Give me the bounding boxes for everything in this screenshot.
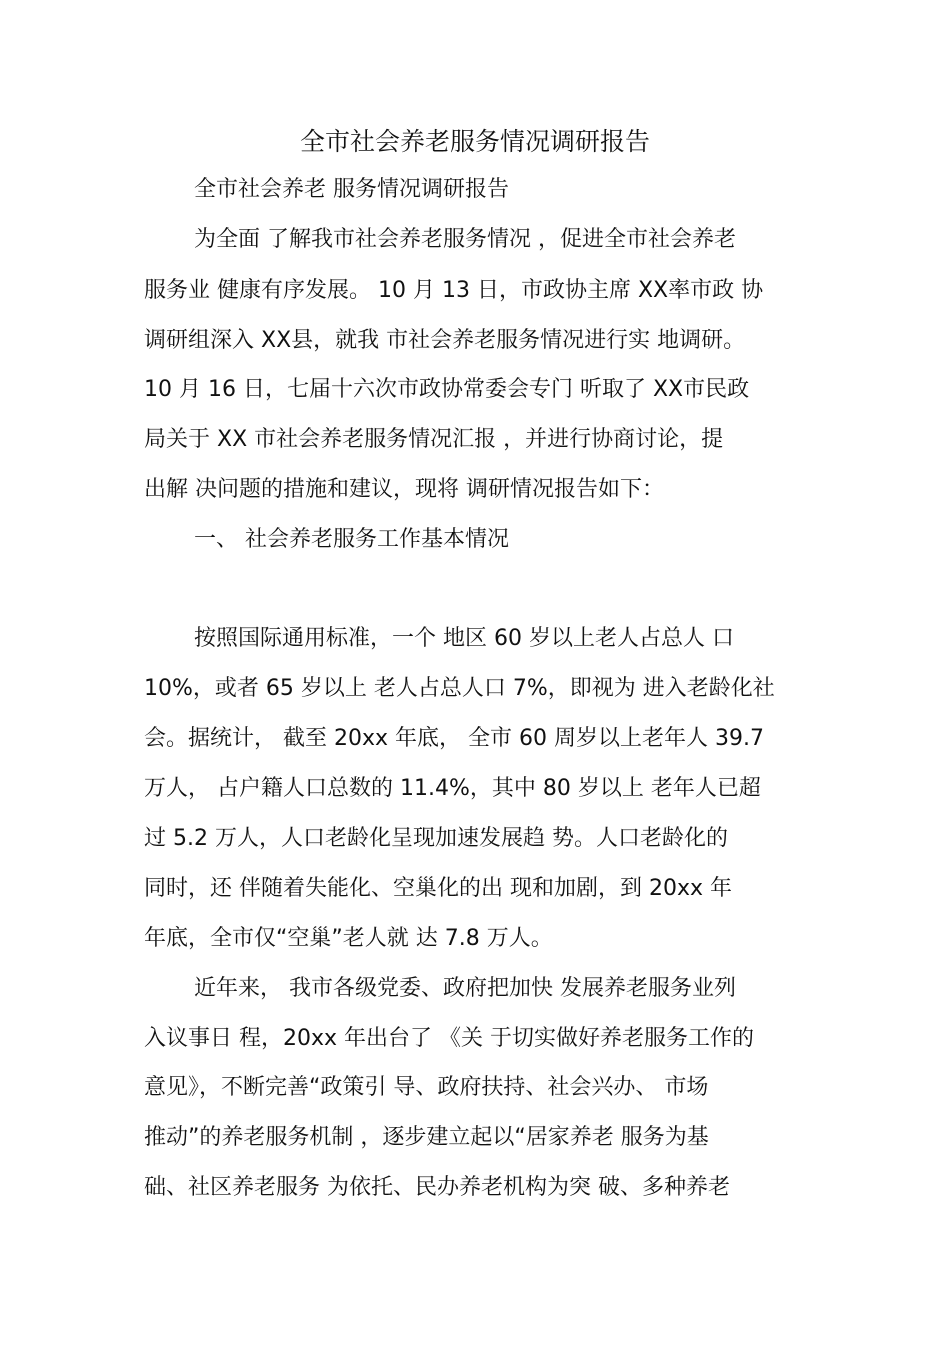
paragraph-line: 意见》，不断完善“政策引 导、政府扶持、社会兴办、 市场 [144, 1075, 709, 1100]
paragraph-line: 推动”的养老服务机制 ，逐步建立起以“居家养老 服务为基 [144, 1125, 709, 1150]
section-heading: 一、 社会养老服务工作基本情况 [194, 527, 509, 552]
paragraph-line: 入议事日 程，20xx 年出台了 《关 于切实做好养老服务工作的 [144, 1026, 755, 1051]
paragraph-line: 同时，还 伴随着失能化、空巢化的出 现和加剧，到 20xx 年 [144, 876, 733, 901]
paragraph-line: 会。据统计， 截至 20xx 年底， 全市 60 周岁以上老年人 39.7 [144, 726, 764, 751]
paragraph-line: 近年来， 我市各级党委、政府把加快 发展养老服务业列 [194, 976, 736, 1001]
paragraph-line: 局关于 XX 市社会养老服务情况汇报 ，并进行协商讨论，提 [144, 427, 724, 452]
paragraph-line: 础、社区养老服务 为依托、民办养老机构为突 破、多种养老 [144, 1175, 730, 1200]
paragraph-line: 调研组深入 XX县，就我 市社会养老服务情况进行实 地调研。 [144, 328, 746, 353]
paragraph-line: 按照国际通用标准，一个 地区 60 岁以上老人占总人 口 [194, 626, 734, 651]
paragraph-line: 出解 决问题的措施和建议，现将 调研情况报告如下： [144, 477, 664, 502]
paragraph-line: 万人， 占户籍人口总数的 11.4%，其中 80 岁以上 老年人已超 [144, 776, 761, 801]
paragraph-line: 过 5.2 万人，人口老龄化呈现加速发展趋 势。人口老龄化的 [144, 826, 728, 851]
paragraph-line: 服务业 健康有序发展。 10 月 13 日，市政协主席 XX率市政 协 [144, 278, 764, 303]
subtitle-line: 全市社会养老 服务情况调研报告 [194, 177, 509, 202]
paragraph-line: 10 月 16 日，七届十六次市政协常委会专门 听取了 XX市民政 [144, 377, 750, 402]
document-title: 全市社会养老服务情况调研报告 [299, 127, 650, 156]
paragraph-line: 为全面 了解我市社会养老服务情况 ，促进全市社会养老 [194, 227, 736, 252]
paragraph-line: 10%，或者 65 岁以上 老人占总人口 7%，即视为 进入老龄化社 [144, 676, 775, 701]
paragraph-line: 年底，全市仅“空巢”老人就 达 7.8 万人。 [144, 926, 553, 951]
